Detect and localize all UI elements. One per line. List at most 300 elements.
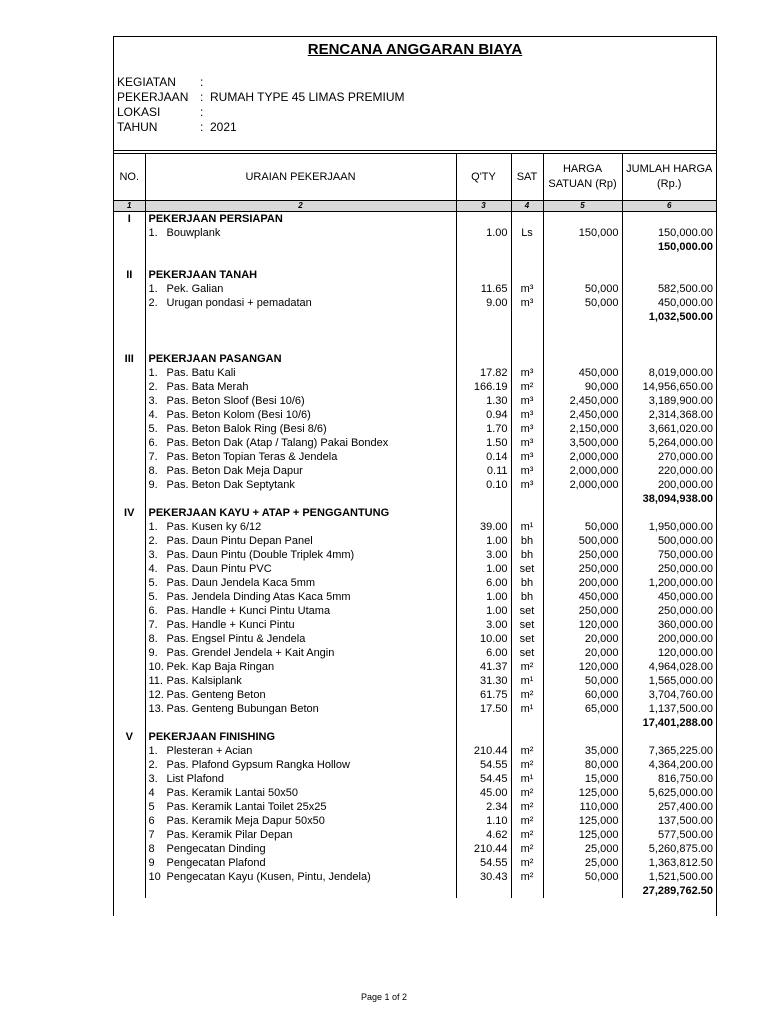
item-price: 2,450,000	[543, 408, 622, 422]
cell	[622, 352, 716, 366]
cell	[114, 520, 145, 534]
section-number: I	[127, 213, 131, 225]
item-qty: 45.00	[456, 786, 511, 800]
item-price: 50,000	[543, 282, 622, 296]
item-total: 1,363,812.50	[622, 856, 716, 870]
info-key: PEKERJAAN	[117, 90, 189, 104]
item-price: 25,000	[543, 856, 622, 870]
cell	[114, 604, 145, 618]
table-row	[114, 632, 716, 646]
item-price: 50,000	[543, 520, 622, 534]
section-subtotal: 1,032,500.00	[622, 310, 716, 324]
item-price: 90,000	[543, 380, 622, 394]
cell	[114, 226, 145, 240]
item-unit: m³	[511, 408, 543, 422]
item-qty: 39.00	[456, 520, 511, 534]
section-row	[114, 506, 716, 520]
table-row	[114, 576, 716, 590]
section-row	[114, 268, 716, 282]
item-price: 125,000	[543, 814, 622, 828]
cell	[622, 730, 716, 744]
cell	[114, 338, 145, 352]
cell	[543, 492, 622, 506]
cell	[114, 562, 145, 576]
item-desc: 9. Pas. Beton Dak Septytank	[145, 478, 456, 492]
cell	[114, 758, 145, 772]
section-subtotal: 17,401,288.00	[622, 716, 716, 730]
cell	[114, 282, 145, 296]
item-qty: 6.00	[456, 576, 511, 590]
cell	[622, 338, 716, 352]
cell	[622, 268, 716, 282]
spacer-row	[114, 254, 716, 268]
item-qty: 0.10	[456, 478, 511, 492]
section-title: PEKERJAAN TANAH	[145, 268, 456, 282]
table-row	[114, 688, 716, 702]
item-desc: 1. Pas. Batu Kali	[145, 366, 456, 380]
cell	[114, 450, 145, 464]
item-qty: 0.14	[456, 450, 511, 464]
cell	[456, 268, 511, 282]
item-qty: 17.82	[456, 366, 511, 380]
item-qty: 6.00	[456, 646, 511, 660]
section-row	[114, 212, 716, 227]
item-total: 3,704,760.00	[622, 688, 716, 702]
table-row	[114, 296, 716, 310]
column-number-row	[114, 201, 716, 212]
info-key: TAHUN	[117, 120, 158, 134]
page-title: RENCANA ANGGARAN BIAYA	[307, 41, 523, 58]
item-unit: bh	[511, 576, 543, 590]
cell	[511, 730, 543, 744]
item-qty: 41.37	[456, 660, 511, 674]
cell	[114, 534, 145, 548]
cell	[543, 240, 622, 254]
section-title: PEKERJAAN KAYU + ATAP + PENGGANTUNG	[145, 506, 456, 520]
column-number: 1	[114, 201, 145, 212]
item-unit: m²	[511, 814, 543, 828]
item-qty: 10.00	[456, 632, 511, 646]
item-total: 450,000.00	[622, 296, 716, 310]
column-header: NO.	[114, 154, 145, 201]
item-price: 125,000	[543, 828, 622, 842]
column-header: HARGA SATUAN (Rp)	[543, 154, 622, 201]
item-unit: m²	[511, 786, 543, 800]
item-qty: 1.30	[456, 394, 511, 408]
cell	[145, 324, 456, 338]
section-number: II	[126, 269, 133, 281]
section-row	[114, 730, 716, 744]
item-desc: 10. Pek. Kap Baja Ringan	[145, 660, 456, 674]
item-desc: 4. Pas. Daun Pintu PVC	[145, 562, 456, 576]
item-price: 2,000,000	[543, 450, 622, 464]
item-desc: 4. Pas. Beton Kolom (Besi 10/6)	[145, 408, 456, 422]
item-price: 25,000	[543, 842, 622, 856]
item-desc: 2. Pas. Bata Merah	[145, 380, 456, 394]
cell	[511, 352, 543, 366]
item-total: 1,950,000.00	[622, 520, 716, 534]
cell	[114, 436, 145, 450]
cell	[511, 240, 543, 254]
info-colon: :	[200, 105, 204, 119]
item-price: 2,000,000	[543, 464, 622, 478]
item-total: 257,400.00	[622, 800, 716, 814]
cell	[114, 590, 145, 604]
item-qty: 1.00	[456, 226, 511, 240]
cell	[114, 310, 145, 324]
info-row	[117, 75, 404, 90]
cell	[114, 576, 145, 590]
cell	[543, 324, 622, 338]
item-qty: 1.00	[456, 562, 511, 576]
item-price: 65,000	[543, 702, 622, 716]
item-total: 750,000.00	[622, 548, 716, 562]
document-frame	[113, 36, 717, 916]
item-unit: bh	[511, 590, 543, 604]
spacer-row	[114, 324, 716, 338]
page-footer: Page 1 of 2	[360, 992, 408, 1002]
item-qty: 166.19	[456, 380, 511, 394]
item-desc: 4 Pas. Keramik Lantai 50x50	[145, 786, 456, 800]
cell	[114, 380, 145, 394]
item-unit: set	[511, 604, 543, 618]
cell	[622, 254, 716, 268]
item-price: 250,000	[543, 604, 622, 618]
item-total: 3,189,900.00	[622, 394, 716, 408]
item-total: 2,314,368.00	[622, 408, 716, 422]
item-price: 50,000	[543, 674, 622, 688]
item-qty: 30.43	[456, 870, 511, 884]
cell	[622, 506, 716, 520]
cell	[456, 352, 511, 366]
table-row	[114, 674, 716, 688]
cell	[114, 688, 145, 702]
info-key: KEGIATAN	[117, 75, 176, 89]
item-unit: m³	[511, 366, 543, 380]
item-price: 80,000	[543, 758, 622, 772]
item-price: 50,000	[543, 296, 622, 310]
item-total: 450,000.00	[622, 590, 716, 604]
table-row	[114, 856, 716, 870]
item-total: 5,264,000.00	[622, 436, 716, 450]
cell	[511, 310, 543, 324]
cell	[114, 492, 145, 506]
item-price: 120,000	[543, 618, 622, 632]
cell	[456, 492, 511, 506]
cell	[145, 492, 456, 506]
item-desc: 2. Pas. Daun Pintu Depan Panel	[145, 534, 456, 548]
item-unit: m³	[511, 422, 543, 436]
cell	[511, 254, 543, 268]
cell	[543, 884, 622, 898]
column-number: 6	[622, 201, 716, 212]
item-price: 110,000	[543, 800, 622, 814]
cell	[114, 548, 145, 562]
item-qty: 210.44	[456, 842, 511, 856]
project-info	[117, 75, 404, 135]
cell	[456, 716, 511, 730]
cell	[114, 800, 145, 814]
info-row	[117, 105, 404, 120]
header-row	[114, 154, 716, 201]
cell	[114, 744, 145, 758]
item-total: 200,000.00	[622, 478, 716, 492]
table-row	[114, 422, 716, 436]
item-price: 3,500,000	[543, 436, 622, 450]
item-desc: 11. Pas. Kalsiplank	[145, 674, 456, 688]
subtotal-row	[114, 884, 716, 898]
item-price: 500,000	[543, 534, 622, 548]
cell	[114, 240, 145, 254]
item-unit: bh	[511, 534, 543, 548]
cell	[456, 324, 511, 338]
item-price: 2,150,000	[543, 422, 622, 436]
cell	[511, 212, 543, 227]
item-desc: 3. List Plafond	[145, 772, 456, 786]
cell	[145, 310, 456, 324]
section-subtotal: 150,000.00	[622, 240, 716, 254]
cell	[114, 422, 145, 436]
item-qty: 1.00	[456, 604, 511, 618]
item-total: 1,137,500.00	[622, 702, 716, 716]
cell	[543, 506, 622, 520]
item-unit: m¹	[511, 674, 543, 688]
item-total: 120,000.00	[622, 646, 716, 660]
section-title: PEKERJAAN PASANGAN	[145, 352, 456, 366]
item-price: 250,000	[543, 562, 622, 576]
cell	[511, 506, 543, 520]
table-row	[114, 436, 716, 450]
item-total: 1,200,000.00	[622, 576, 716, 590]
item-unit: Ls	[511, 226, 543, 240]
budget-table	[114, 154, 716, 898]
cell	[511, 716, 543, 730]
table-row	[114, 758, 716, 772]
column-header: JUMLAH HARGA (Rp.)	[622, 154, 716, 201]
column-header: Q'TY	[456, 154, 511, 201]
cell	[114, 842, 145, 856]
section-title: PEKERJAAN FINISHING	[145, 730, 456, 744]
item-total: 360,000.00	[622, 618, 716, 632]
item-unit: m²	[511, 380, 543, 394]
cell	[456, 310, 511, 324]
cell	[114, 674, 145, 688]
item-total: 8,019,000.00	[622, 366, 716, 380]
cell	[114, 464, 145, 478]
item-desc: 10 Pengecatan Kayu (Kusen, Pintu, Jendela)	[145, 870, 456, 884]
item-unit: m³	[511, 450, 543, 464]
table-row	[114, 562, 716, 576]
cell	[114, 366, 145, 380]
divider	[114, 150, 716, 151]
item-total: 3,661,020.00	[622, 422, 716, 436]
cell	[114, 884, 145, 898]
item-price: 20,000	[543, 646, 622, 660]
item-total: 270,000.00	[622, 450, 716, 464]
item-desc: 8 Pengecatan Dinding	[145, 842, 456, 856]
item-desc: 3. Pas. Daun Pintu (Double Triplek 4mm)	[145, 548, 456, 562]
item-qty: 17.50	[456, 702, 511, 716]
cell	[456, 506, 511, 520]
item-qty: 0.94	[456, 408, 511, 422]
cell	[543, 352, 622, 366]
item-desc: 13. Pas. Genteng Bubungan Beton	[145, 702, 456, 716]
item-unit: m³	[511, 436, 543, 450]
item-unit: m¹	[511, 520, 543, 534]
item-total: 577,500.00	[622, 828, 716, 842]
item-total: 250,000.00	[622, 562, 716, 576]
column-header: SAT	[511, 154, 543, 201]
cell	[622, 324, 716, 338]
item-qty: 1.70	[456, 422, 511, 436]
section-subtotal: 38,094,938.00	[622, 492, 716, 506]
cell	[543, 338, 622, 352]
subtotal-row	[114, 240, 716, 254]
cell	[543, 730, 622, 744]
item-qty: 3.00	[456, 548, 511, 562]
cell	[114, 716, 145, 730]
cell	[511, 884, 543, 898]
item-qty: 210.44	[456, 744, 511, 758]
table-row	[114, 646, 716, 660]
column-number: 2	[145, 201, 456, 212]
item-total: 4,364,200.00	[622, 758, 716, 772]
item-unit: m³	[511, 296, 543, 310]
item-total: 500,000.00	[622, 534, 716, 548]
item-unit: bh	[511, 548, 543, 562]
item-desc: 8. Pas. Engsel Pintu & Jendela	[145, 632, 456, 646]
item-unit: m²	[511, 856, 543, 870]
info-colon: :	[200, 90, 204, 104]
cell	[114, 394, 145, 408]
cell	[114, 702, 145, 716]
cell	[456, 730, 511, 744]
item-desc: 8. Pas. Beton Dak Meja Dapur	[145, 464, 456, 478]
item-desc: 1. Plesteran + Acian	[145, 744, 456, 758]
table-row	[114, 464, 716, 478]
cell	[622, 212, 716, 227]
table-row	[114, 870, 716, 884]
info-value: RUMAH TYPE 45 LIMAS PREMIUM	[210, 90, 405, 104]
item-desc: 7. Pas. Handle + Kunci Pintu	[145, 618, 456, 632]
item-total: 150,000.00	[622, 226, 716, 240]
info-colon: :	[200, 75, 204, 89]
table-row	[114, 814, 716, 828]
table-row	[114, 282, 716, 296]
item-total: 200,000.00	[622, 632, 716, 646]
item-price: 2,000,000	[543, 478, 622, 492]
item-desc: 9. Pas. Grendel Jendela + Kait Angin	[145, 646, 456, 660]
item-price: 450,000	[543, 366, 622, 380]
item-desc: 6. Pas. Beton Dak (Atap / Talang) Pakai Bondex	[145, 436, 456, 450]
cell	[114, 828, 145, 842]
table-row	[114, 842, 716, 856]
info-row	[117, 90, 404, 105]
table-row	[114, 408, 716, 422]
item-qty: 9.00	[456, 296, 511, 310]
column-number: 3	[456, 201, 511, 212]
cell	[511, 338, 543, 352]
cell	[543, 310, 622, 324]
item-total: 1,521,500.00	[622, 870, 716, 884]
info-colon: :	[200, 120, 204, 134]
item-desc: 2. Pas. Plafond Gypsum Rangka Hollow	[145, 758, 456, 772]
item-desc: 7 Pas. Keramik Pilar Depan	[145, 828, 456, 842]
item-total: 582,500.00	[622, 282, 716, 296]
table-row	[114, 618, 716, 632]
item-price: 450,000	[543, 590, 622, 604]
cell	[114, 660, 145, 674]
table-row	[114, 520, 716, 534]
item-desc: 5. Pas. Beton Balok Ring (Besi 8/6)	[145, 422, 456, 436]
item-price: 150,000	[543, 226, 622, 240]
column-header: URAIAN PEKERJAAN	[145, 154, 456, 201]
table-row	[114, 548, 716, 562]
item-price: 125,000	[543, 786, 622, 800]
item-unit: m²	[511, 870, 543, 884]
section-number: III	[124, 353, 134, 365]
item-desc: 1. Bouwplank	[145, 226, 456, 240]
item-qty: 54.45	[456, 772, 511, 786]
item-unit: m²	[511, 842, 543, 856]
item-qty: 3.00	[456, 618, 511, 632]
item-qty: 61.75	[456, 688, 511, 702]
item-qty: 1.10	[456, 814, 511, 828]
item-desc: 3. Pas. Beton Sloof (Besi 10/6)	[145, 394, 456, 408]
table-row	[114, 590, 716, 604]
table-row	[114, 702, 716, 716]
item-unit: set	[511, 562, 543, 576]
cell	[456, 338, 511, 352]
item-unit: set	[511, 646, 543, 660]
subtotal-row	[114, 310, 716, 324]
item-desc: 5. Pas. Daun Jendela Kaca 5mm	[145, 576, 456, 590]
item-price: 50,000	[543, 870, 622, 884]
item-qty: 54.55	[456, 856, 511, 870]
cell	[456, 884, 511, 898]
item-unit: m²	[511, 800, 543, 814]
item-total: 4,964,028.00	[622, 660, 716, 674]
info-row	[117, 120, 404, 135]
section-subtotal: 27,289,762.50	[622, 884, 716, 898]
info-key: LOKASI	[117, 105, 161, 119]
table-row	[114, 534, 716, 548]
item-desc: 7. Pas. Beton Topian Teras & Jendela	[145, 450, 456, 464]
column-number: 5	[543, 201, 622, 212]
cell	[543, 254, 622, 268]
item-total: 220,000.00	[622, 464, 716, 478]
table-row	[114, 366, 716, 380]
table-row	[114, 660, 716, 674]
cell	[511, 324, 543, 338]
cell	[543, 716, 622, 730]
section-title: PEKERJAAN PERSIAPAN	[145, 212, 456, 227]
cell	[114, 408, 145, 422]
cell	[511, 268, 543, 282]
item-unit: m³	[511, 282, 543, 296]
table-row	[114, 226, 716, 240]
item-total: 1,565,000.00	[622, 674, 716, 688]
item-qty: 54.55	[456, 758, 511, 772]
cell	[114, 254, 145, 268]
item-qty: 31.30	[456, 674, 511, 688]
item-total: 5,625,000.00	[622, 786, 716, 800]
info-value: 2021	[210, 120, 237, 134]
item-desc: 5 Pas. Keramik Lantai Toilet 25x25	[145, 800, 456, 814]
cell	[114, 324, 145, 338]
item-total: 250,000.00	[622, 604, 716, 618]
item-qty: 0.11	[456, 464, 511, 478]
